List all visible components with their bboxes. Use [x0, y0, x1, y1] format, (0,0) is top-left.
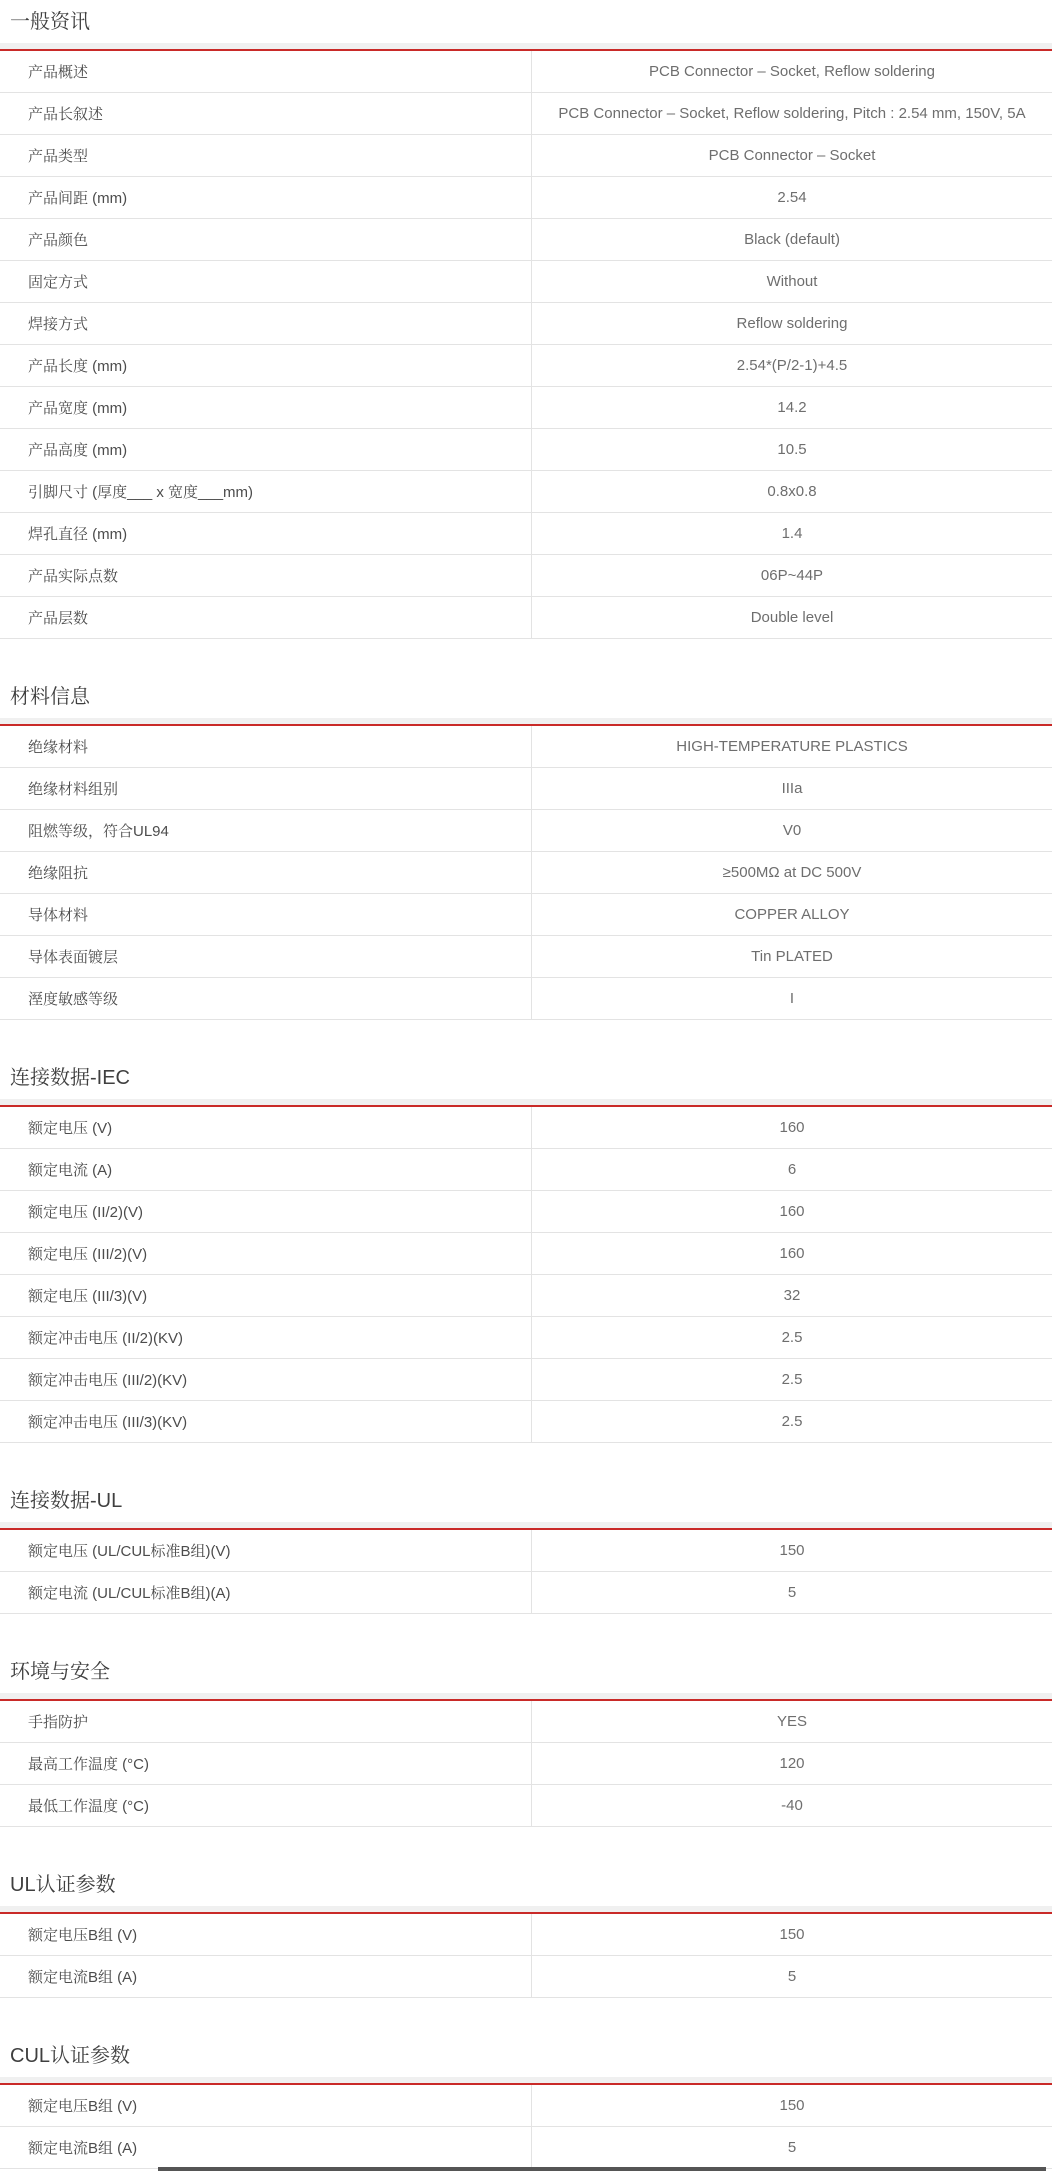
spec-value: HIGH-TEMPERATURE PLASTICS: [676, 738, 908, 755]
spec-value: Tin PLATED: [751, 948, 833, 965]
spec-label: 绝缘阻抗: [0, 852, 532, 893]
section-rule: [0, 1693, 1052, 1701]
spec-row: [0, 51, 1052, 93]
spec-label: 额定电压 (III/2)(V): [0, 1233, 532, 1274]
spec-row: [0, 1359, 1052, 1401]
spec-value: 5: [787, 2139, 797, 2156]
spec-label: 额定冲击电压 (III/3)(KV): [0, 1401, 532, 1442]
spec-row: [0, 135, 1052, 177]
spec-value: 14.2: [777, 399, 807, 416]
spec-label: 产品长度 (mm): [0, 345, 532, 386]
spec-value: 6: [787, 1161, 797, 1178]
spec-row: [0, 555, 1052, 597]
spec-value: Double level: [750, 609, 834, 626]
spec-label: 额定电压B组 (V): [0, 2085, 532, 2126]
spec-label: 绝缘材料: [0, 726, 532, 767]
spec-value: 5: [787, 1584, 797, 1601]
spec-row: [0, 1785, 1052, 1827]
spec-row: [0, 471, 1052, 513]
spec-value: YES: [776, 1713, 807, 1730]
spec-row: [0, 1572, 1052, 1614]
section-title: 环境与安全: [10, 1661, 110, 1683]
section-rule: [0, 43, 1052, 51]
spec-label: 额定冲击电压 (III/2)(KV): [0, 1359, 532, 1400]
spec-row: [0, 894, 1052, 936]
spec-value: 150: [779, 1542, 805, 1559]
spec-value: ≥500MΩ at DC 500V: [722, 864, 862, 881]
section-rule: [0, 1099, 1052, 1107]
spec-label: 额定电流 (A): [0, 1149, 532, 1190]
spec-section: [0, 683, 1052, 1020]
spec-row: [0, 1914, 1052, 1956]
spec-row: [0, 429, 1052, 471]
spec-table: [0, 51, 1052, 639]
spec-label: 产品概述: [0, 51, 532, 92]
spec-section: [0, 1064, 1052, 1443]
section-rule: [0, 718, 1052, 726]
spec-value: -40: [781, 1797, 803, 1814]
spec-value: 150: [779, 1926, 805, 1943]
spec-value: PCB Connector – Socket, Reflow soldering: [649, 63, 935, 80]
spec-label: 最高工作温度 (°C): [0, 1743, 532, 1784]
spec-value: 0.8x0.8: [767, 483, 817, 500]
spec-label: 产品颜色: [0, 219, 532, 260]
spec-row: [0, 1233, 1052, 1275]
spec-row: [0, 177, 1052, 219]
section-title: UL认证参数: [10, 1874, 116, 1896]
spec-label: 额定冲击电压 (II/2)(KV): [0, 1317, 532, 1358]
spec-value: 2.5: [781, 1413, 803, 1430]
spec-value: COPPER ALLOY: [734, 906, 850, 923]
spec-table: [0, 1530, 1052, 1614]
spec-row: [0, 2085, 1052, 2127]
section-rule: [0, 1906, 1052, 1914]
spec-label: 额定电流B组 (A): [0, 1956, 532, 1997]
spec-table: [0, 726, 1052, 1020]
spec-value: V0: [782, 822, 802, 839]
spec-label: 产品间距 (mm): [0, 177, 532, 218]
spec-row: [0, 936, 1052, 978]
spec-row: [0, 1743, 1052, 1785]
spec-label: 产品层数: [0, 597, 532, 638]
spec-label: 产品实际点数: [0, 555, 532, 596]
spec-row: [0, 810, 1052, 852]
spec-row: [0, 2127, 1052, 2169]
section-title: 连接数据-UL: [10, 1490, 123, 1512]
spec-row: [0, 93, 1052, 135]
spec-value: IIIa: [781, 780, 803, 797]
spec-row: [0, 597, 1052, 639]
spec-row: [0, 1275, 1052, 1317]
spec-label: 引脚尺寸 (厚度___ x 宽度___mm): [0, 471, 532, 512]
spec-value: 06P~44P: [760, 567, 824, 584]
spec-label: 产品高度 (mm): [0, 429, 532, 470]
spec-value: 160: [779, 1245, 805, 1262]
spec-value: I: [789, 990, 795, 1007]
section-title: 一般资讯: [10, 11, 90, 33]
spec-section: [0, 1658, 1052, 1827]
spec-value: 2.54: [777, 189, 807, 206]
spec-label: 焊接方式: [0, 303, 532, 344]
spec-value: PCB Connector – Socket: [708, 147, 876, 164]
spec-value: 10.5: [777, 441, 807, 458]
spec-value: 160: [779, 1203, 805, 1220]
spec-label: 手指防护: [0, 1701, 532, 1742]
spec-value: 120: [779, 1755, 805, 1772]
spec-row: [0, 387, 1052, 429]
spec-row: [0, 978, 1052, 1020]
section-rule: [0, 1522, 1052, 1530]
spec-label: 额定电流B组 (A): [0, 2127, 532, 2168]
spec-section: [0, 1487, 1052, 1614]
spec-label: 焊孔直径 (mm): [0, 513, 532, 554]
section-rule: [0, 2077, 1052, 2085]
spec-table: [0, 1701, 1052, 1827]
spec-row: [0, 1530, 1052, 1572]
spec-label: 溼度敏感等级: [0, 978, 532, 1019]
spec-section: [0, 8, 1052, 639]
spec-value: 1.4: [781, 525, 803, 542]
spec-value: Black (default): [744, 231, 840, 248]
spec-label: 绝缘材料组别: [0, 768, 532, 809]
spec-row: [0, 1191, 1052, 1233]
spec-label: 额定电压 (III/3)(V): [0, 1275, 532, 1316]
spec-row: [0, 1149, 1052, 1191]
spec-row: [0, 1956, 1052, 1998]
spec-value: 5: [787, 1968, 797, 1985]
spec-label: 额定电流 (UL/CUL标准B组)(A): [0, 1572, 532, 1613]
spec-row: [0, 1107, 1052, 1149]
spec-row: [0, 345, 1052, 387]
spec-label: 导体材料: [0, 894, 532, 935]
spec-row: [0, 513, 1052, 555]
spec-label: 额定电压B组 (V): [0, 1914, 532, 1955]
spec-row: [0, 219, 1052, 261]
spec-label: 固定方式: [0, 261, 532, 302]
spec-label: 产品类型: [0, 135, 532, 176]
spec-row: [0, 1401, 1052, 1443]
spec-row: [0, 726, 1052, 768]
spec-table: [0, 1107, 1052, 1443]
spec-value: 2.5: [781, 1329, 803, 1346]
spec-section: [0, 1871, 1052, 1998]
spec-value: Without: [766, 273, 818, 290]
spec-label: 导体表面镀层: [0, 936, 532, 977]
spec-label: 额定电压 (UL/CUL标准B组)(V): [0, 1530, 532, 1571]
spec-value: PCB Connector – Socket, Reflow soldering, Pitch : 2.54 mm, 150V, 5A: [558, 105, 1026, 122]
spec-label: 阻燃等级，符合UL94: [0, 810, 532, 851]
spec-value: 160: [779, 1119, 805, 1136]
spec-label: 最低工作温度 (°C): [0, 1785, 532, 1826]
spec-value: Reflow soldering: [736, 315, 848, 332]
section-title: 连接数据-IEC: [10, 1067, 130, 1089]
spec-value: 2.54*(P/2-1)+4.5: [736, 357, 848, 374]
spec-row: [0, 768, 1052, 810]
spec-row: [0, 1317, 1052, 1359]
spec-table: [0, 2085, 1052, 2169]
spec-value: 32: [783, 1287, 801, 1304]
spec-table: [0, 1914, 1052, 1998]
spec-label: 产品宽度 (mm): [0, 387, 532, 428]
section-title: CUL认证参数: [10, 2045, 131, 2067]
section-title: 材料信息: [10, 686, 90, 708]
spec-label: 额定电压 (V): [0, 1107, 532, 1148]
horizontal-scrollbar-thumb[interactable]: [158, 2167, 1046, 2171]
spec-row: [0, 1701, 1052, 1743]
spec-label: 额定电压 (II/2)(V): [0, 1191, 532, 1232]
spec-row: [0, 852, 1052, 894]
spec-section: [0, 2042, 1052, 2169]
spec-row: [0, 261, 1052, 303]
spec-value: 2.5: [781, 1371, 803, 1388]
spec-value: 150: [779, 2097, 805, 2114]
spec-label: 产品长叙述: [0, 93, 532, 134]
spec-row: [0, 303, 1052, 345]
